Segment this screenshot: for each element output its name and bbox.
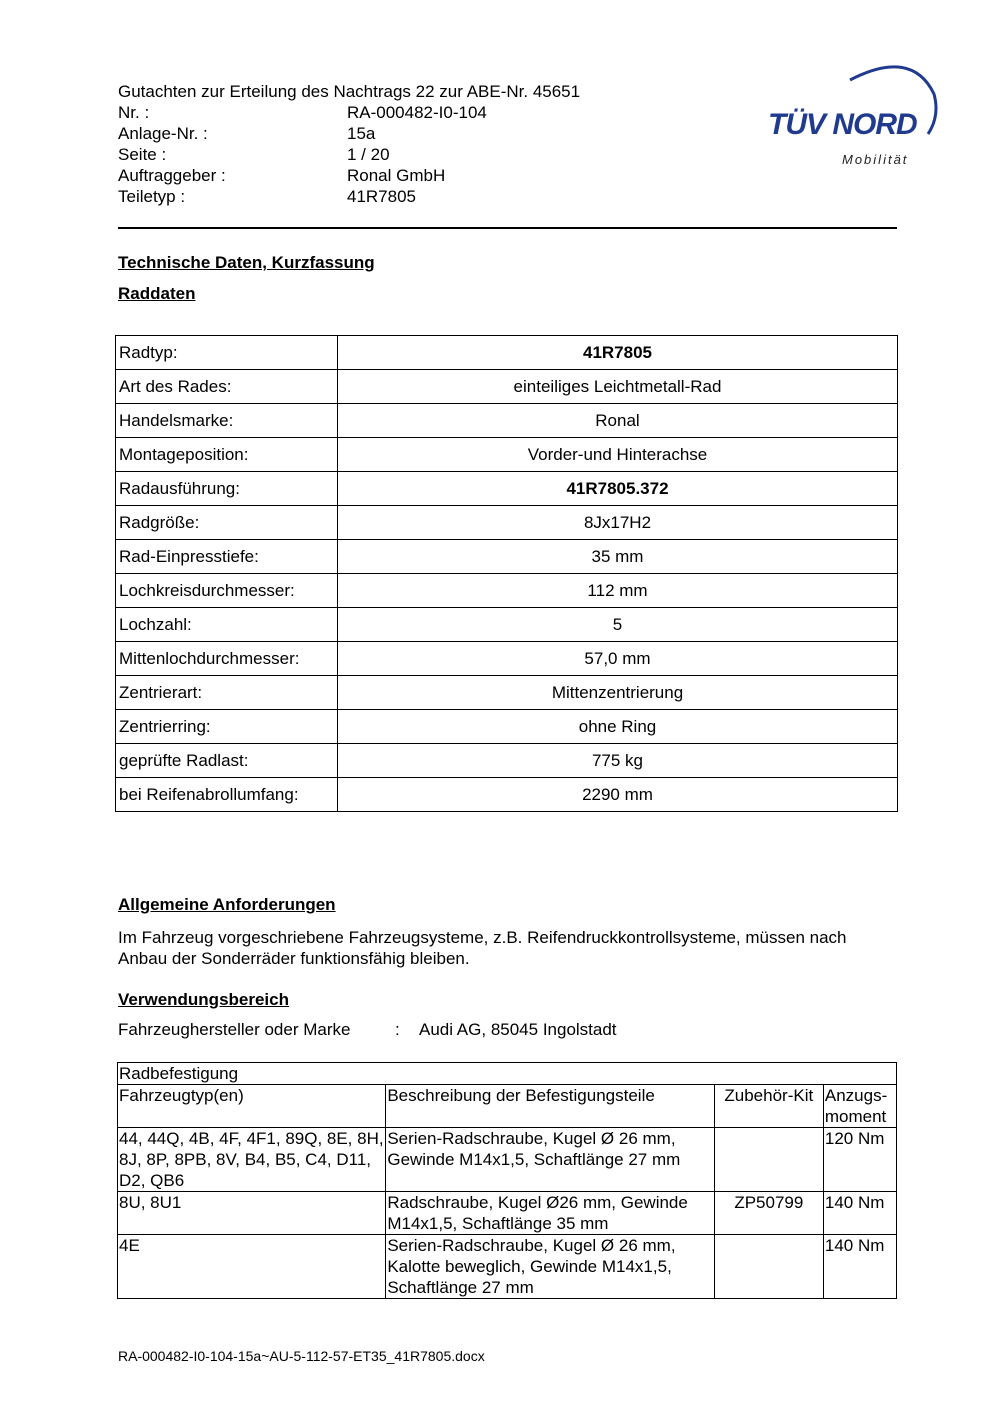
vehicle-types-cell: 44, 44Q, 4B, 4F, 4F1, 89Q, 8E, 8H, 8J, 8P, 8PB, 8V, B4, B5, C4, D11, D2, QB6: [118, 1128, 386, 1192]
vehicle-types-cell: 4E: [118, 1235, 386, 1299]
wheel-property-label: Zentrierart:: [116, 676, 338, 710]
table-row: [116, 642, 898, 676]
accessory-kit-cell: ZP50799: [714, 1192, 823, 1235]
manufacturer-separator: :: [395, 1020, 400, 1039]
torque-cell: 140 Nm: [823, 1192, 896, 1235]
header-value: 41R7805: [347, 187, 417, 206]
wheel-property-value: einteiliges Leichtmetall-Rad: [338, 370, 898, 404]
header-value: RA-000482-I0-104: [347, 103, 487, 122]
manufacturer-label: Fahrzeughersteller oder Marke: [118, 1020, 351, 1039]
header-value: 15a: [347, 124, 376, 143]
table-row: [116, 710, 898, 744]
wheel-data-table: [115, 335, 898, 812]
wheel-property-value: Ronal: [338, 404, 898, 438]
wheel-property-value: 41R7805.372: [338, 472, 898, 506]
table-row: [116, 404, 898, 438]
fixing-title-row: [118, 1063, 897, 1085]
wheel-property-value: 35 mm: [338, 540, 898, 574]
header-value: 1 / 20: [347, 145, 390, 164]
accessory-kit-cell: [714, 1128, 823, 1192]
table-row: [116, 676, 898, 710]
torque-cell: 120 Nm: [823, 1128, 896, 1192]
section-heading-technical: Technische Daten, Kurzfassung: [118, 253, 375, 272]
column-header: Anzugs-moment: [823, 1085, 896, 1128]
logo-subtitle: Mobilität: [842, 152, 909, 167]
manufacturer-value: Audi AG, 85045 Ingolstadt: [419, 1020, 617, 1039]
wheel-property-label: Radtyp:: [116, 336, 338, 370]
table-row: [116, 574, 898, 608]
table-row: [118, 1128, 897, 1192]
fixing-description-cell: Radschraube, Kugel Ø26 mm, Gewinde M14x1,5, Schaftlänge 35 mm: [386, 1192, 714, 1235]
table-row: [116, 540, 898, 574]
header-value: Ronal GmbH: [347, 166, 446, 185]
table-row: [116, 370, 898, 404]
table-row: [116, 438, 898, 472]
wheel-property-label: Handelsmarke:: [116, 404, 338, 438]
general-requirements-text: Im Fahrzeug vorgeschriebene Fahrzeugsysteme, z.B. Reifendruckkontrollsysteme, müssen nach Anbau der Sonderräder funktionsfähig bleiben.: [118, 928, 847, 968]
section-heading-general: Allgemeine Anforderungen: [118, 895, 336, 914]
fixing-header-row: [118, 1085, 897, 1128]
accessory-kit-cell: [714, 1235, 823, 1299]
wheel-property-label: Mittenlochdurchmesser:: [116, 642, 338, 676]
wheel-property-label: Radausführung:: [116, 472, 338, 506]
wheel-property-label: bei Reifenabrollumfang:: [116, 778, 338, 812]
column-header: Beschreibung der Befestigungsteile: [386, 1085, 714, 1128]
wheel-property-value: 5: [338, 608, 898, 642]
wheel-property-value: 57,0 mm: [338, 642, 898, 676]
table-row: [116, 608, 898, 642]
header-label: Auftraggeber :: [118, 166, 226, 185]
wheel-property-label: Rad-Einpresstiefe:: [116, 540, 338, 574]
wheel-property-value: ohne Ring: [338, 710, 898, 744]
wheel-property-value: 8Jx17H2: [338, 506, 898, 540]
document-title: Gutachten zur Erteilung des Nachtrags 22 zur ABE-Nr. 45651: [118, 82, 581, 101]
table-row: [118, 1235, 897, 1299]
wheel-property-value: 2290 mm: [338, 778, 898, 812]
vehicle-types-cell: 8U, 8U1: [118, 1192, 386, 1235]
wheel-property-label: Lochkreisdurchmesser:: [116, 574, 338, 608]
logo-text: TÜV NORD: [768, 108, 917, 141]
table-row: [116, 506, 898, 540]
header-label: Anlage-Nr. :: [118, 124, 208, 143]
wheel-property-label: Zentrierring:: [116, 710, 338, 744]
header-label: Seite :: [118, 145, 167, 164]
fixing-table-title: Radbefestigung: [118, 1063, 897, 1085]
column-header: Zubehör-Kit: [714, 1085, 823, 1128]
wheel-property-value: 41R7805: [338, 336, 898, 370]
tuv-nord-logo: [762, 58, 942, 173]
section-heading-usage: Verwendungsbereich: [118, 990, 289, 1009]
wheel-property-value: 112 mm: [338, 574, 898, 608]
table-row: [116, 778, 898, 812]
table-row: [116, 336, 898, 370]
wheel-property-label: Radgröße:: [116, 506, 338, 540]
section-heading-raddaten: Raddaten: [118, 284, 196, 303]
wheel-property-label: Art des Rades:: [116, 370, 338, 404]
wheel-property-value: Vorder-und Hinterachse: [338, 438, 898, 472]
fixing-description-cell: Serien-Radschraube, Kugel Ø 26 mm, Kalotte beweglich, Gewinde M14x1,5, Schaftlänge 27 mm: [386, 1235, 714, 1299]
table-row: [118, 1192, 897, 1235]
table-row: [116, 472, 898, 506]
fixing-description-cell: Serien-Radschraube, Kugel Ø 26 mm, Gewinde M14x1,5, Schaftlänge 27 mm: [386, 1128, 714, 1192]
footer-filename: RA-000482-I0-104-15a~AU-5-112-57-ET35_41R7805.docx: [118, 1348, 485, 1364]
wheel-property-label: Montageposition:: [116, 438, 338, 472]
wheel-fixing-table: [117, 1062, 897, 1299]
header-divider: [118, 227, 897, 229]
table-row: [116, 744, 898, 778]
header-label: Teiletyp :: [118, 187, 186, 206]
torque-cell: 140 Nm: [823, 1235, 896, 1299]
wheel-property-value: Mittenzentrierung: [338, 676, 898, 710]
wheel-property-label: Lochzahl:: [116, 608, 338, 642]
header-label: Nr. :: [118, 103, 150, 122]
column-header: Fahrzeugtyp(en): [118, 1085, 386, 1128]
wheel-property-value: 775 kg: [338, 744, 898, 778]
wheel-property-label: geprüfte Radlast:: [116, 744, 338, 778]
